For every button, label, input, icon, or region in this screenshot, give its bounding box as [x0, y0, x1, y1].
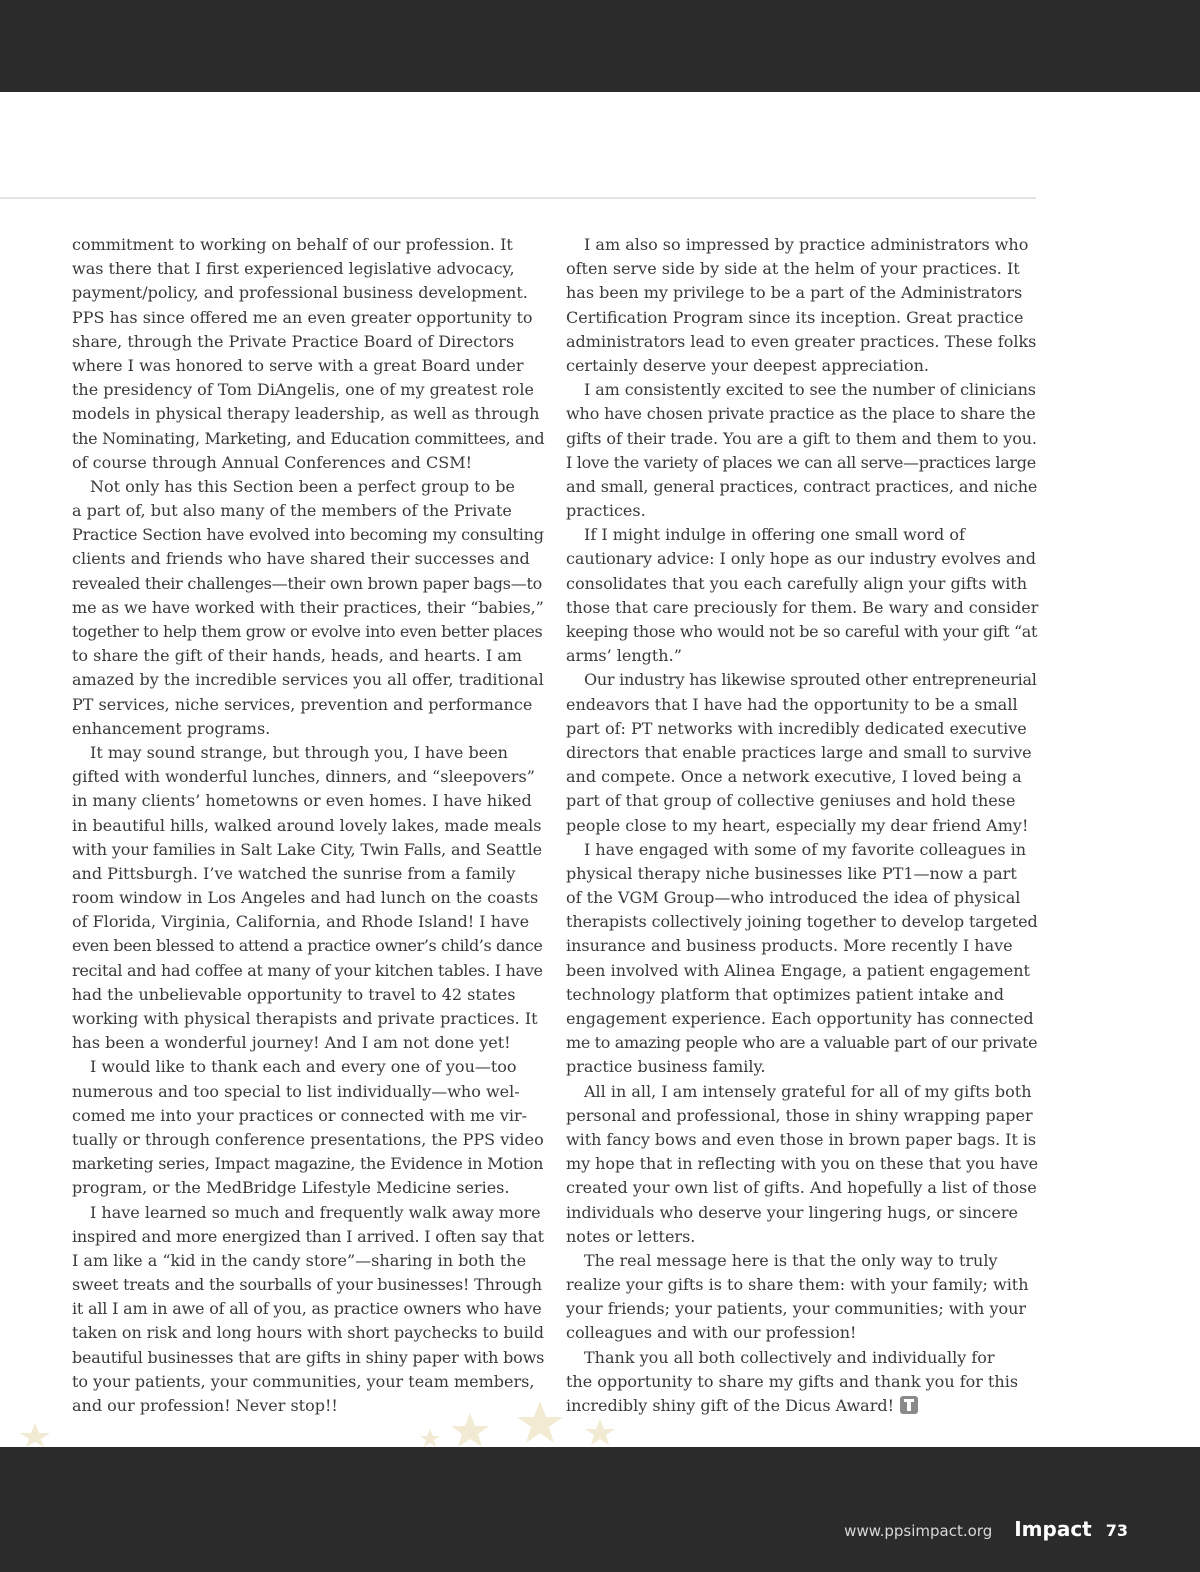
text-line-content: with your families in Salt Lake City, Twin Falls, and Seattle: [72, 839, 542, 859]
text-line: [72, 233, 544, 257]
text-line-content: had the unbelievable opportunity to travel to 42 states: [72, 984, 516, 1004]
text-line: [566, 354, 1038, 378]
text-line: [566, 572, 1038, 596]
text-line: [72, 959, 544, 983]
text-line: [566, 1128, 1038, 1152]
text-line: [566, 693, 1038, 717]
text-line: [72, 838, 544, 862]
text-line: [72, 765, 544, 789]
text-line-content: clients and friends who have shared their successes and: [72, 549, 530, 569]
text-line-content: I am like a “kid in the candy store”—sharing in both the: [72, 1250, 527, 1270]
text-line-content: Our industry has likewise sprouted other entrepreneurial: [584, 670, 1037, 690]
text-line: [566, 1370, 1038, 1394]
text-line: [72, 523, 544, 547]
text-line: [72, 862, 544, 886]
text-line: [72, 1031, 544, 1055]
text-line: [72, 257, 544, 281]
text-line-content: in beautiful hills, walked around lovely lakes, made meals: [72, 815, 542, 835]
text-line-content: created your own list of gifts. And hopefully a list of those: [566, 1178, 1037, 1198]
text-line: [72, 427, 544, 451]
text-line: [566, 547, 1038, 571]
text-line: [72, 1201, 544, 1225]
text-line-content: the presidency of Tom DiAngelis, one of my greatest role: [72, 380, 534, 400]
text-line-content: and small, general practices, contract practices, and niche: [566, 476, 1038, 496]
text-line-content: amazed by the incredible services you all offer, traditional: [72, 670, 544, 690]
text-line: [566, 765, 1038, 789]
text-line-content: insurance and business products. More recently I have: [566, 936, 1013, 956]
text-line-content: Certification Program since its inception. Great practice: [566, 307, 1024, 327]
text-line-content: working with physical therapists and private practices. It: [72, 1009, 538, 1028]
text-line-content: program, or the MedBridge Lifestyle Medicine series.: [72, 1178, 510, 1198]
text-line-content: therapists collectively joining together to develop targeted: [566, 912, 1038, 932]
impact-end-mark-icon: [900, 1396, 918, 1414]
text-line: [566, 1080, 1038, 1104]
text-line: [566, 1176, 1038, 1200]
text-line-content: technology platform that optimizes patient intake and: [566, 984, 1005, 1004]
text-line-content: share, through the Private Practice Board of Directors: [72, 331, 515, 351]
text-line-content: All in all, I am intensely grateful for all of my gifts both: [584, 1081, 1032, 1101]
text-line-content: comed me into your practices or connected with me vir-: [72, 1105, 528, 1125]
text-line-content: Not only has this Section been a perfect group to be: [90, 476, 516, 496]
text-line: [566, 499, 1038, 523]
left-article-column: [72, 233, 544, 1418]
text-line: [72, 1346, 544, 1370]
text-line-content: been involved with Alinea Engage, a patient engagement: [566, 960, 1030, 980]
text-line-content: with fancy bows and even those in brown paper bags. It is: [566, 1129, 1037, 1149]
text-line-content: my hope that in reflecting with you on these that you have: [566, 1154, 1039, 1174]
text-line: [566, 644, 1038, 668]
text-line: [566, 306, 1038, 330]
star-icon: [20, 1423, 50, 1447]
text-line: [566, 717, 1038, 741]
text-line: [566, 668, 1038, 692]
text-line-content: it all I am in awe of all of you, as practice owners who have: [72, 1299, 542, 1319]
footer-url[interactable]: www.ppsimpact.org: [844, 1522, 993, 1540]
text-line-content: I am consistently excited to see the number of clinicians: [584, 380, 1036, 400]
text-line: [566, 1007, 1038, 1031]
text-line: [72, 330, 544, 354]
header-bar: [0, 0, 1200, 92]
text-line: [566, 862, 1038, 886]
text-line-content: those that care preciously for them. Be wary and consider: [566, 597, 1039, 617]
text-line-content: of Florida, Virginia, California, and Rhode Island! I have: [72, 912, 530, 932]
text-line-content: gifted with wonderful lunches, dinners, and “sleepovers”: [72, 767, 535, 787]
text-line: [72, 814, 544, 838]
text-line: [566, 281, 1038, 305]
text-line-content: certainly deserve your deepest appreciation.: [566, 355, 929, 375]
text-line: [566, 620, 1038, 644]
text-line: [72, 1128, 544, 1152]
text-line-content: beautiful businesses that are gifts in shiny paper with bows: [72, 1347, 545, 1367]
text-line: [566, 959, 1038, 983]
text-line-content: practice business family.: [566, 1057, 766, 1077]
text-line: [72, 886, 544, 910]
text-line-content: even been blessed to attend a practice owner’s child’s dance: [72, 936, 543, 956]
text-line-content: engagement experience. Each opportunity has connected: [566, 1009, 1034, 1028]
text-line-content: your friends; your patients, your communities; with your: [566, 1299, 1027, 1319]
text-line: [566, 934, 1038, 958]
text-line-content: room window in Los Angeles and had lunch on the coasts: [72, 888, 539, 908]
text-line-content: directors that enable practices large and small to survive: [566, 742, 1032, 762]
star-icon: [420, 1429, 440, 1447]
text-line-content: Thank you all both collectively and individually for: [584, 1347, 995, 1367]
text-line-content: marketing series, Impact magazine, the Evidence in Motion: [72, 1154, 544, 1174]
text-line-content: a part of, but also many of the members of the Private: [72, 501, 512, 521]
text-line-content: colleagues and with our profession!: [566, 1323, 857, 1343]
text-line-content: consolidates that you each carefully align your gifts with: [566, 573, 1028, 593]
text-line: [72, 475, 544, 499]
text-line-content: has been a wonderful journey! And I am not done yet!: [72, 1033, 511, 1053]
text-line-content: The real message here is that the only way to truly: [584, 1250, 998, 1270]
text-line: [566, 233, 1038, 257]
text-line-content: has been my privilege to be a part of the Administrators: [566, 283, 1023, 303]
divider-rule: [0, 197, 1036, 199]
text-line-content: to your patients, your communities, your team members,: [72, 1371, 535, 1391]
text-line: [566, 1055, 1038, 1079]
text-line-content: to share the gift of their hands, heads, and hearts. I am: [72, 646, 522, 666]
text-line-content: administrators lead to even greater practices. These folks: [566, 331, 1037, 351]
text-line-content: personal and professional, those in shiny wrapping paper: [566, 1105, 1033, 1125]
text-line-content: recital and had coffee at many of your kitchen tables. I have: [72, 960, 543, 980]
text-line: [72, 1249, 544, 1273]
text-line: [566, 402, 1038, 426]
text-line-content: the opportunity to share my gifts and thank you for this: [566, 1371, 1019, 1391]
right-article-column: [566, 233, 1038, 1418]
text-line: [72, 596, 544, 620]
text-line: [566, 1249, 1038, 1273]
text-line-content: tually or through conference presentations, the PPS video: [72, 1129, 544, 1149]
text-line: [72, 1152, 544, 1176]
text-line-content: enhancement programs.: [72, 718, 271, 738]
star-icon: [585, 1419, 615, 1445]
text-line: [566, 1346, 1038, 1370]
text-line-content: physical therapy niche businesses like PT1—now a part: [566, 863, 1017, 883]
text-line-content: part of: PT networks with incredibly dedicated executive: [566, 718, 1027, 738]
text-line: [72, 644, 544, 668]
text-line-content: Practice Section have evolved into becoming my consulting: [72, 525, 544, 545]
text-line-content: I am also so impressed by practice administrators who: [584, 235, 1029, 254]
star-icon: [451, 1413, 489, 1447]
text-line-content: models in physical therapy leadership, as well as through: [72, 404, 540, 424]
text-line-content: realize your gifts is to share them: with your family; with: [566, 1275, 1029, 1295]
text-line-content: commitment to working on behalf of our profession. It: [72, 235, 513, 254]
text-line: [566, 886, 1038, 910]
page-number: 73: [1105, 1521, 1128, 1540]
text-line: [566, 257, 1038, 281]
text-line-content: arms’ length.”: [566, 646, 682, 666]
text-line: [566, 983, 1038, 1007]
text-line: [566, 596, 1038, 620]
text-line-content: often serve side by side at the helm of your practices. It: [566, 259, 1020, 279]
text-line: [72, 281, 544, 305]
decorative-stars: [0, 1395, 700, 1447]
text-line: [72, 983, 544, 1007]
text-line: [72, 499, 544, 523]
text-line: [72, 934, 544, 958]
text-line: [72, 1225, 544, 1249]
text-line: [72, 1297, 544, 1321]
text-line-content: the Nominating, Marketing, and Education committees, and: [72, 428, 545, 448]
text-line: [566, 741, 1038, 765]
text-line: [72, 378, 544, 402]
text-line: [72, 1080, 544, 1104]
text-line-content: I would like to thank each and every one of you—too: [90, 1057, 517, 1077]
text-line-content: sweet treats and the sourballs of your businesses! Through: [72, 1275, 542, 1295]
text-line: [566, 1152, 1038, 1176]
text-line-content: payment/policy, and professional business development.: [72, 283, 528, 303]
text-line-content: me to amazing people who are a valuable part of our private: [566, 1033, 1038, 1053]
text-line: [566, 1321, 1038, 1345]
text-line-content: I have engaged with some of my favorite colleagues in: [584, 839, 1027, 859]
text-line: [72, 910, 544, 934]
text-line-content: If I might indulge in offering one small word of: [584, 525, 965, 545]
text-line-content: I have learned so much and frequently walk away more: [90, 1202, 541, 1222]
text-line-content: keeping those who would not be so careful with your gift “at: [566, 622, 1038, 641]
text-line: [72, 1104, 544, 1128]
text-line: [72, 1321, 544, 1345]
text-line: [566, 330, 1038, 354]
text-line: [72, 741, 544, 765]
text-line-content: incredibly shiny gift of the Dicus Award!: [566, 1396, 895, 1415]
text-line: [72, 1176, 544, 1200]
text-line: [72, 717, 544, 741]
text-line: [566, 838, 1038, 862]
text-line-content: taken on risk and long hours with short paychecks to build: [72, 1323, 544, 1343]
text-line: [72, 789, 544, 813]
text-line: [566, 1104, 1038, 1128]
text-line-content: was there that I first experienced legislative advocacy,: [72, 259, 515, 279]
text-line-content: in many clients’ hometowns or even homes. I have hiked: [72, 791, 532, 811]
text-line: [72, 451, 544, 475]
magazine-brand: Impact: [1014, 1517, 1092, 1541]
text-line: [566, 1225, 1038, 1249]
text-line: [566, 378, 1038, 402]
star-icon: [517, 1401, 563, 1443]
text-line-content: cautionary advice: I only hope as our industry evolves and: [566, 549, 1036, 569]
text-line-content: numerous and too special to list individually—who wel-: [72, 1081, 520, 1101]
text-line: [566, 1031, 1038, 1055]
text-line: [566, 1201, 1038, 1225]
text-line-content: gifts of their trade. You are a gift to them and them to you.: [566, 428, 1037, 448]
text-line-content: It may sound strange, but through you, I have been: [90, 742, 508, 762]
text-line: [72, 1370, 544, 1394]
text-line: [566, 523, 1038, 547]
text-line-content: part of that group of collective geniuses and hold these: [566, 791, 1016, 811]
text-line-content: together to help them grow or evolve into even better places: [72, 622, 543, 641]
text-line-content: where I was honored to serve with a great Board under: [72, 355, 524, 375]
text-line-content: of course through Annual Conferences and CSM!: [72, 452, 473, 472]
footer: [844, 1517, 1128, 1541]
text-line: [566, 427, 1038, 451]
text-line-content: people close to my heart, especially my dear friend Amy!: [566, 815, 1029, 835]
text-line: [566, 475, 1038, 499]
text-line-content: inspired and more energized than I arrived. I often say that: [72, 1226, 544, 1246]
text-line-content: PPS has since offered me an even greater opportunity to: [72, 307, 533, 327]
text-line: [566, 789, 1038, 813]
text-line-content: I love the variety of places we can all serve—practices large: [566, 452, 1036, 472]
text-line: [72, 354, 544, 378]
text-line: [566, 1297, 1038, 1321]
text-line: [72, 1273, 544, 1297]
text-line: [566, 814, 1038, 838]
text-line-content: and our profession! Never stop!!: [72, 1396, 338, 1415]
text-line-content: of the VGM Group—who introduced the idea of physical: [566, 888, 1021, 908]
text-line-content: practices.: [566, 501, 646, 521]
text-line: [72, 1055, 544, 1079]
text-line: [566, 910, 1038, 934]
text-line-content: endeavors that I have had the opportunity to be a small: [566, 694, 1018, 714]
text-line-content: and Pittsburgh. I’ve watched the sunrise from a family: [72, 863, 516, 883]
text-line: [72, 572, 544, 596]
text-line: [72, 620, 544, 644]
text-line-content: notes or letters.: [566, 1226, 696, 1246]
text-line: [72, 693, 544, 717]
footer-bar: [0, 1447, 1200, 1572]
text-line-content: me as we have worked with their practices, their “babies,”: [72, 597, 544, 617]
text-line-content: and compete. Once a network executive, I loved being a: [566, 767, 1022, 787]
text-line-content: revealed their challenges—their own brown paper bags—to: [72, 573, 543, 593]
text-line: [72, 547, 544, 571]
text-line: [566, 451, 1038, 475]
text-line: [72, 1007, 544, 1031]
text-line: [72, 306, 544, 330]
text-line: [72, 668, 544, 692]
text-line-content: individuals who deserve your lingering hugs, or sincere: [566, 1202, 1018, 1222]
text-line: [72, 402, 544, 426]
text-line: [566, 1273, 1038, 1297]
text-line-content: who have chosen private practice as the place to share the: [566, 404, 1036, 424]
text-line-content: PT services, niche services, prevention and performance: [72, 694, 533, 714]
